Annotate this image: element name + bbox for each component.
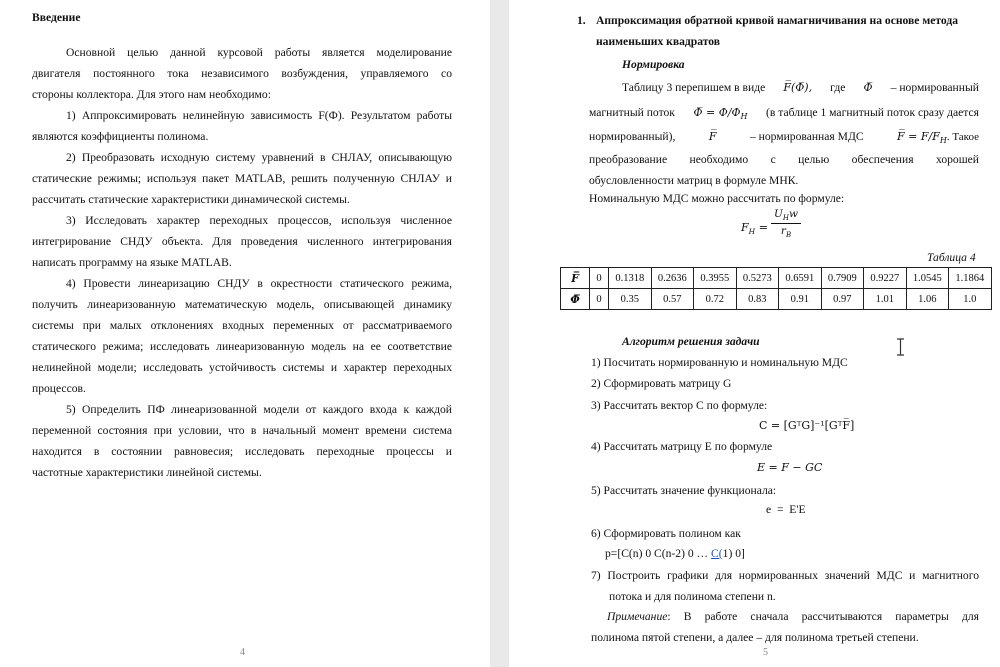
task-5-line-3: находится в состоянии равновесия; исследовать переходные процессы и — [32, 445, 452, 458]
page-number-right: 5 — [763, 647, 768, 658]
nominal-lhs: F — [741, 221, 749, 234]
para-l3-sym: F̅ — [708, 130, 717, 143]
nominal-lhs-sub: H — [748, 227, 756, 237]
table-cell: 1.0545 — [906, 268, 949, 289]
para-l1-c: – нормированный — [890, 81, 979, 94]
para-l1-formula: F̅(Φ̅), — [783, 81, 813, 94]
step-2: 2) Сформировать матрицу G — [591, 377, 732, 390]
nominal-den-sub: B — [785, 231, 792, 240]
task-1-line-2: являются коэффициенты полинома. — [32, 130, 209, 143]
task-5-line-1: 5) Определить ПФ линеаризованной модели от каждого входа к каждой — [66, 403, 452, 416]
step-7-line-1: 7) Построить графики для нормированных значений МДС и магнитного — [591, 569, 979, 582]
task-3-line-1: 3) Исследовать характер переходных процессов, используя численное — [66, 214, 452, 227]
step-4: 4) Рассчитать матрицу E по формуле — [591, 440, 773, 453]
page-right — [509, 0, 1000, 667]
section-title-line-2: наименьших квадратов — [596, 35, 721, 48]
para-line-4: преобразование необходимо с целью обеспечения хорошей — [589, 153, 979, 166]
table-cell: 0.91 — [779, 289, 822, 310]
nominal-numerator — [771, 208, 801, 222]
polynomial-link[interactable]: C( — [711, 547, 723, 560]
para-l1-b: где — [830, 81, 846, 94]
task-2-line-2: статические режимы; используя пакет MATLAB, решить полученную СНЛАУ и — [32, 172, 452, 185]
step-7-line-2: потока и для полинома степени n. — [609, 590, 776, 603]
para-l2-b: (в таблице 1 магнитный поток сразу дается — [766, 106, 979, 119]
table-cell: 0.3955 — [694, 268, 737, 289]
step-3: 3) Рассчитать вектор C по формуле: — [591, 399, 768, 412]
task-1-line-1: 1) Аппроксимировать нелинейную зависимость F(Ф). Результатом работы — [66, 109, 452, 122]
section-title-line-1: Аппроксимация обратной кривой намагничивания на основе метода — [596, 14, 959, 27]
intro-line-3: стороны коллектора. Для этого нам необходимо: — [32, 88, 271, 101]
task-4-line-3: системы при малых отклонениях входных переменных от рассматриваемого — [32, 319, 452, 332]
para-l1-sym: Φ̅ — [863, 81, 873, 94]
table-cell: 0.5273 — [736, 268, 779, 289]
table-cell: 0.6591 — [779, 268, 822, 289]
note-label: Примечание — [607, 610, 668, 623]
section-number: 1. — [577, 14, 586, 27]
table-cell: 0.72 — [694, 289, 737, 310]
para-l2-sub: Н — [740, 112, 748, 122]
para-l3-c: . Такое — [946, 131, 979, 143]
table-row-header: Φ̅ — [561, 289, 590, 310]
table-cell: 0.9227 — [864, 268, 907, 289]
task-4-line-6: процессов. — [32, 382, 86, 395]
nominal-num-sub: H — [782, 214, 789, 223]
table-cell: 1.01 — [864, 289, 907, 310]
task-4-line-1: 4) Провести линеаризацию СНДУ в окрестности статического режима, — [66, 277, 452, 290]
note-line-1 — [607, 607, 979, 628]
table-cell: 0.7909 — [821, 268, 864, 289]
table-cell: 0.57 — [651, 289, 694, 310]
nominal-fraction — [771, 208, 801, 239]
nominal-num: U — [774, 208, 783, 220]
note-line-2: полинома пятой степени, а далее – для полинома третьей степени. — [591, 631, 919, 644]
table-row — [561, 289, 992, 310]
page-number-left: 4 — [240, 647, 245, 658]
step-1: 1) Посчитать нормированную и номинальную МДС — [591, 356, 848, 369]
step-5: 5) Рассчитать значение функционала: — [591, 484, 777, 497]
para-line-3 — [589, 127, 979, 152]
table-cell: 0.35 — [609, 289, 652, 310]
table-cell: 0.97 — [821, 289, 864, 310]
para-l2-formula-wrap — [694, 103, 748, 128]
task-3-line-3: написать программу на языке MATLAB. — [32, 256, 232, 269]
task-4-line-5: нелинейной модели; исследовать устойчивость системы и характер переходных — [32, 361, 452, 374]
intro-line-1: Основной целью данной курсовой работы является моделирование — [66, 46, 452, 59]
page-left — [0, 0, 490, 667]
polynomial-b: 1) 0] — [722, 547, 745, 560]
para-line-5: обусловленности матриц в формуле МНК. — [589, 174, 799, 187]
table-cell: 0.83 — [736, 289, 779, 310]
table-row-header: F̅ — [561, 268, 590, 289]
para-line-2 — [589, 103, 979, 128]
para-line-1 — [622, 78, 979, 99]
nominal-fraction-bar — [771, 223, 801, 224]
subheading-normalization: Нормировка — [622, 58, 685, 71]
table-caption: Таблица 4 — [927, 251, 976, 264]
intro-heading: Введение — [32, 11, 81, 24]
task-2-line-1: 2) Преобразовать исходную систему уравнений в СНЛАУ, описывающую — [66, 151, 452, 164]
table-row — [561, 268, 992, 289]
table-cell: 0.1318 — [609, 268, 652, 289]
task-2-line-3: рассчитать статические характеристики динамической системы. — [32, 193, 350, 206]
nominal-denominator — [771, 225, 801, 239]
table-cell: 1.06 — [906, 289, 949, 310]
nominal-text: Номинальную МДС можно рассчитать по формуле: — [589, 192, 845, 205]
nominal-den: r — [780, 225, 786, 238]
task-5-line-2: переменной состояния при условии, что в начальный момент времени система — [32, 424, 452, 437]
table-cell: 1.1864 — [949, 268, 992, 289]
text-cursor-icon — [896, 338, 905, 356]
task-4-line-2: получить линеаризованную математическую модель, описывающей динамику — [32, 298, 452, 311]
task-3-line-2: интегрирование СНДУ объекта. Для проведения численного интегрирования — [32, 235, 452, 248]
note-line1-rest: : В работе сначала рассчитываются параметры для — [667, 610, 979, 623]
para-l3-sub: H — [939, 136, 947, 146]
formula-e: E = F − GC — [757, 461, 823, 474]
formula-c: C = [GᵀG]⁻¹[GᵀF̅] — [759, 419, 855, 432]
polynomial-line — [605, 544, 745, 565]
table-cell: 0.2636 — [651, 268, 694, 289]
task-4-line-4: статического режима; исследовать линеаризованную модель на ее соответствие — [32, 340, 452, 353]
para-l1-a: Таблицу 3 перепишем в виде — [622, 81, 766, 94]
para-l2-a: магнитный поток — [589, 106, 675, 119]
formula-functional: e = E'E — [766, 503, 806, 516]
table-cell: 0 — [590, 289, 609, 310]
polynomial-a: p=[C(n) 0 C(n-2) 0 … — [605, 547, 712, 560]
para-l3-b: – нормированная МДС — [749, 130, 864, 143]
task-5-line-4: частотные характеристики линейной системы. — [32, 466, 262, 479]
nominal-formula-lhs — [741, 221, 768, 236]
nominal-num-tail: w — [788, 208, 798, 220]
para-l3-formula-wrap — [897, 127, 979, 152]
table-cell: 0 — [590, 268, 609, 289]
step-6: 6) Сформировать полином как — [591, 527, 741, 540]
intro-line-2: двигателя постоянного тока независимого возбуждения, управляемого со — [32, 67, 452, 80]
para-l2-formula: Φ̅ = Φ/Φ — [693, 106, 741, 119]
nominal-eq: = — [758, 221, 768, 234]
algo-heading: Алгоритм решения задачи — [622, 335, 760, 348]
table-4 — [560, 267, 992, 310]
para-l3-formula: F̅ = F/F — [897, 130, 940, 143]
para-l3-a: нормированный), — [589, 130, 676, 143]
table-cell: 1.0 — [949, 289, 992, 310]
